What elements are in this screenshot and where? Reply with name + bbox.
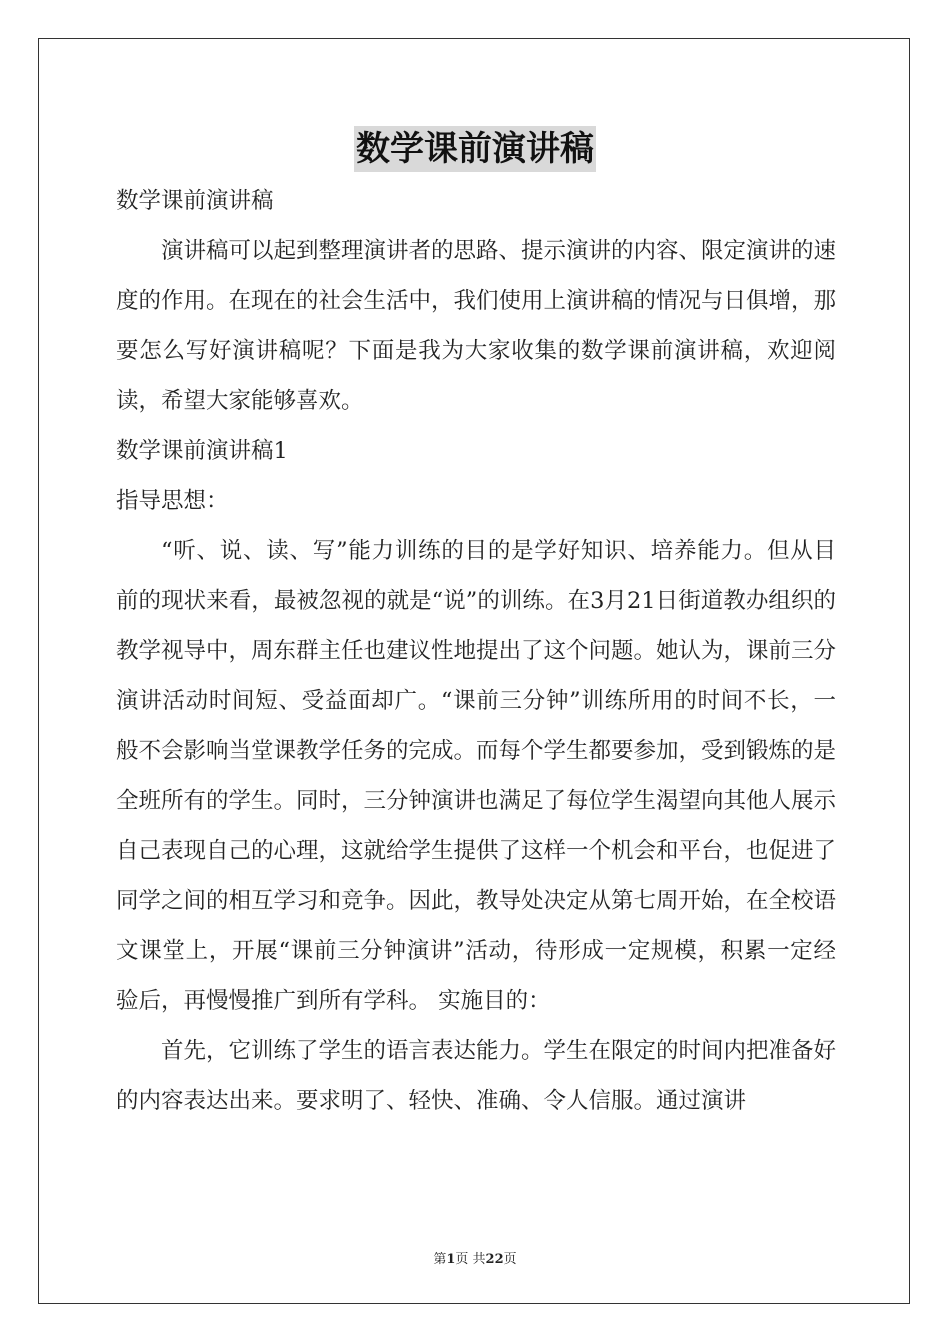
footer-prefix: 第 xyxy=(433,1252,447,1267)
page-footer xyxy=(0,1248,950,1267)
paragraph: 首先，它训练了学生的语言表达能力。学生在限定的时间内把准备好的内容表达出来。要求明了、轻快、准确、令人信服。通过演讲 xyxy=(116,1038,837,1114)
paragraph: 指导思想： xyxy=(116,488,229,514)
footer-page-number: 1 xyxy=(446,1252,456,1267)
title-container xyxy=(0,126,950,172)
paragraph: “听、说、读、写”能力训练的目的是学好知识、培养能力。但从目前的现状来看，最被忽视的就是“说”的训练。在3月21日街道教办组织的教学视导中，周东群主任也建议性地提出了这个问题。她认为，课前三分演讲活动时间短、受益面却广。“课前三分钟”训练所用的时间不长，一般不会影响当堂课教学任务的完成。而每个学生都要参加，受到锻炼的是全班所有的学生。同时，三分钟演讲也满足了每位学生渴望向其他人展示自己表现自己的心理，这就给学生提供了这样一个机会和平台，也促进了同学之间的相互学习和竞争。因此，教导处决定从第七周开始，在全校语文课堂上，开展“课前三分钟演讲”活动，待形成一定规模，积累一定经验后，再慢慢推广到所有学科。 实施目的： xyxy=(116,538,837,1014)
document-body xyxy=(116,176,836,1126)
document-title: 数学课前演讲稿 xyxy=(354,126,596,172)
paragraph: 数学课前演讲稿 xyxy=(116,188,274,214)
footer-mid: 页 共 xyxy=(455,1252,486,1267)
footer-total-pages: 22 xyxy=(485,1252,504,1267)
paragraph: 演讲稿可以起到整理演讲者的思路、提示演讲的内容、限定演讲的速度的作用。在现在的社会生活中，我们使用上演讲稿的情况与日俱增，那要怎么写好演讲稿呢？下面是我为大家收集的数学课前演讲稿，欢迎阅读，希望大家能够喜欢。 xyxy=(116,238,837,414)
footer-suffix: 页 xyxy=(503,1252,517,1267)
paragraph: 数学课前演讲稿1 xyxy=(116,438,288,464)
